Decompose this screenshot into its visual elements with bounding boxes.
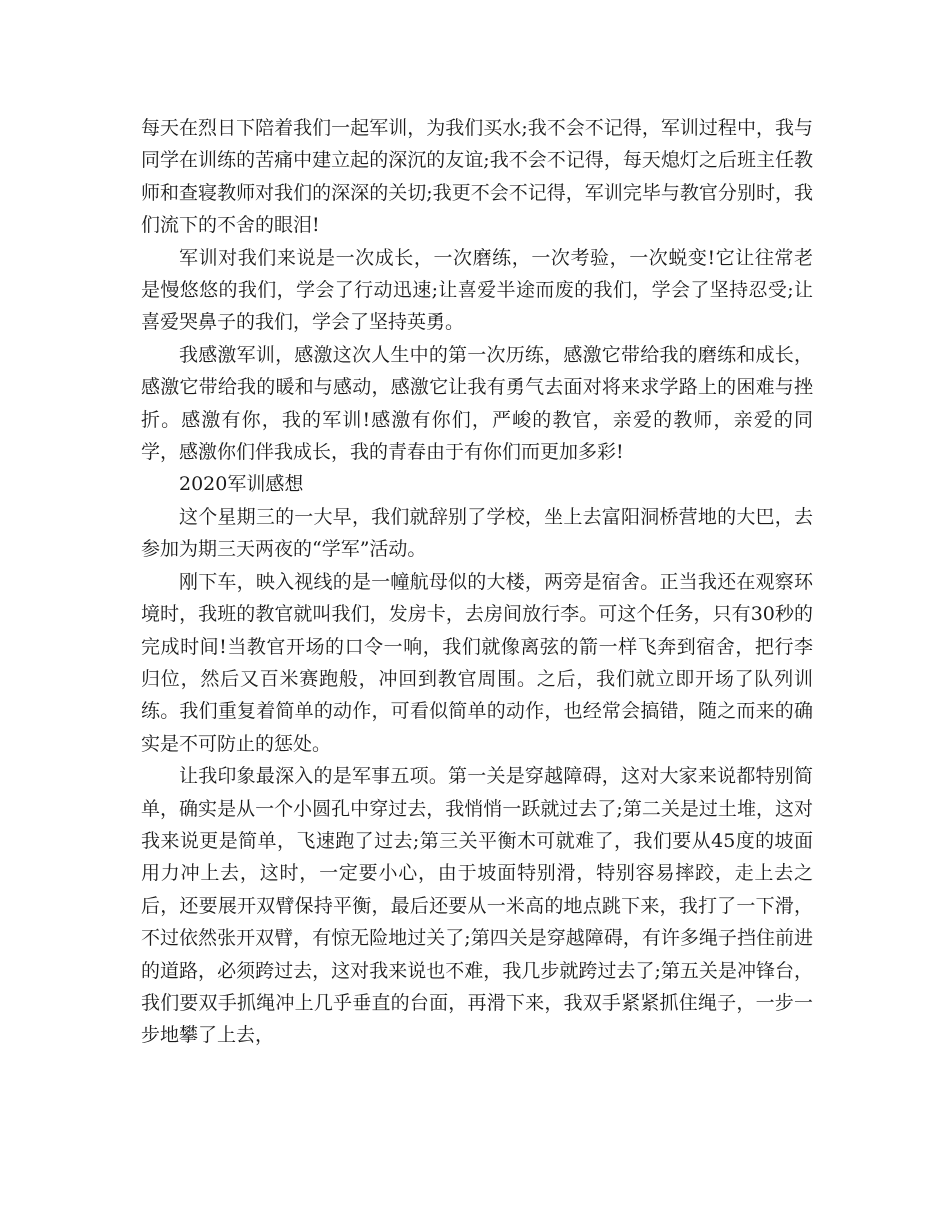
paragraph: 刚下车，映入视线的是一幢航母似的大楼，两旁是宿舍。正当我还在观察环境时，我班的教官就叫我们，发房卡，去房间放行李。可这个任务，只有30秒的完成时间!当教官开场的口令一响，我们就像离弦的箭一样飞奔到宿舍，把行李归位，然后又百米赛跑般，冲回到教官周围。之后，我们就立即开场了队列训练。我们重复着简单的动作，可看似简单的动作，也经常会搞错，随之而来的确实是不可防止的惩处。 (141, 570, 813, 755)
section-title: 2020军训感想 (179, 473, 304, 496)
paragraph: 每天在烈日下陪着我们一起军训，为我们买水;我不会不记得，军训过程中，我与同学在训练的苦痛中建立起的深沉的友谊;我不会不记得，每天熄灯之后班主任教师和查寝教师对我们的深深的关切;我更不会不记得，军训完毕与教官分别时，我们流下的不舍的眼泪! (141, 117, 813, 237)
paragraph: 让我印象最深入的是军事五项。第一关是穿越障碍，这对大家来说都特别简单，确实是从一个小圆孔中穿过去，我悄悄一跃就过去了;第二关是过土堆，这对我来说更是简单，飞速跑了过去;第三关平衡木可就难了，我们要从45度的坡面用力冲上去，这时，一定要小心，由于坡面特别滑，特别容易摔跤，走上去之后，还要展开双臂保持平衡，最后还要从一米高的地点跳下来，我打了一下滑，不过依然张开双臂，有惊无险地过关了;第四关是穿越障碍，有许多绳子挡住前进的道路，必须跨过去，这对我来说也不难，我几步就跨过去了;第五关是冲锋台，我们要双手抓绳冲上几乎垂直的台面，再滑下来，我双手紧紧抓住绳子，一步一步地攀了上去， (141, 765, 813, 1047)
document-body (141, 112, 813, 1052)
paragraph: 我感激军训，感激这次人生中的第一次历练，感激它带给我的磨练和成长，感激它带给我的暖和与感动，感激它让我有勇气去面对将来求学路上的困难与挫折。感激有你，我的军训!感激有你们，严峻的教官，亲爱的教师，亲爱的同学，感激你们伴我成长，我的青春由于有你们而更加多彩! (141, 343, 813, 464)
paragraph: 军训对我们来说是一次成长，一次磨练，一次考验，一次蜕变!它让往常老是慢悠悠的我们，学会了行动迅速;让喜爱半途而废的我们，学会了坚持忍受;让喜爱哭鼻子的我们，学会了坚持英勇。 (141, 246, 813, 334)
paragraph: 这个星期三的一大早，我们就辞别了学校，坐上去富阳洞桥营地的大巴，去参加为期三天两夜的“学军”活动。 (141, 505, 813, 561)
